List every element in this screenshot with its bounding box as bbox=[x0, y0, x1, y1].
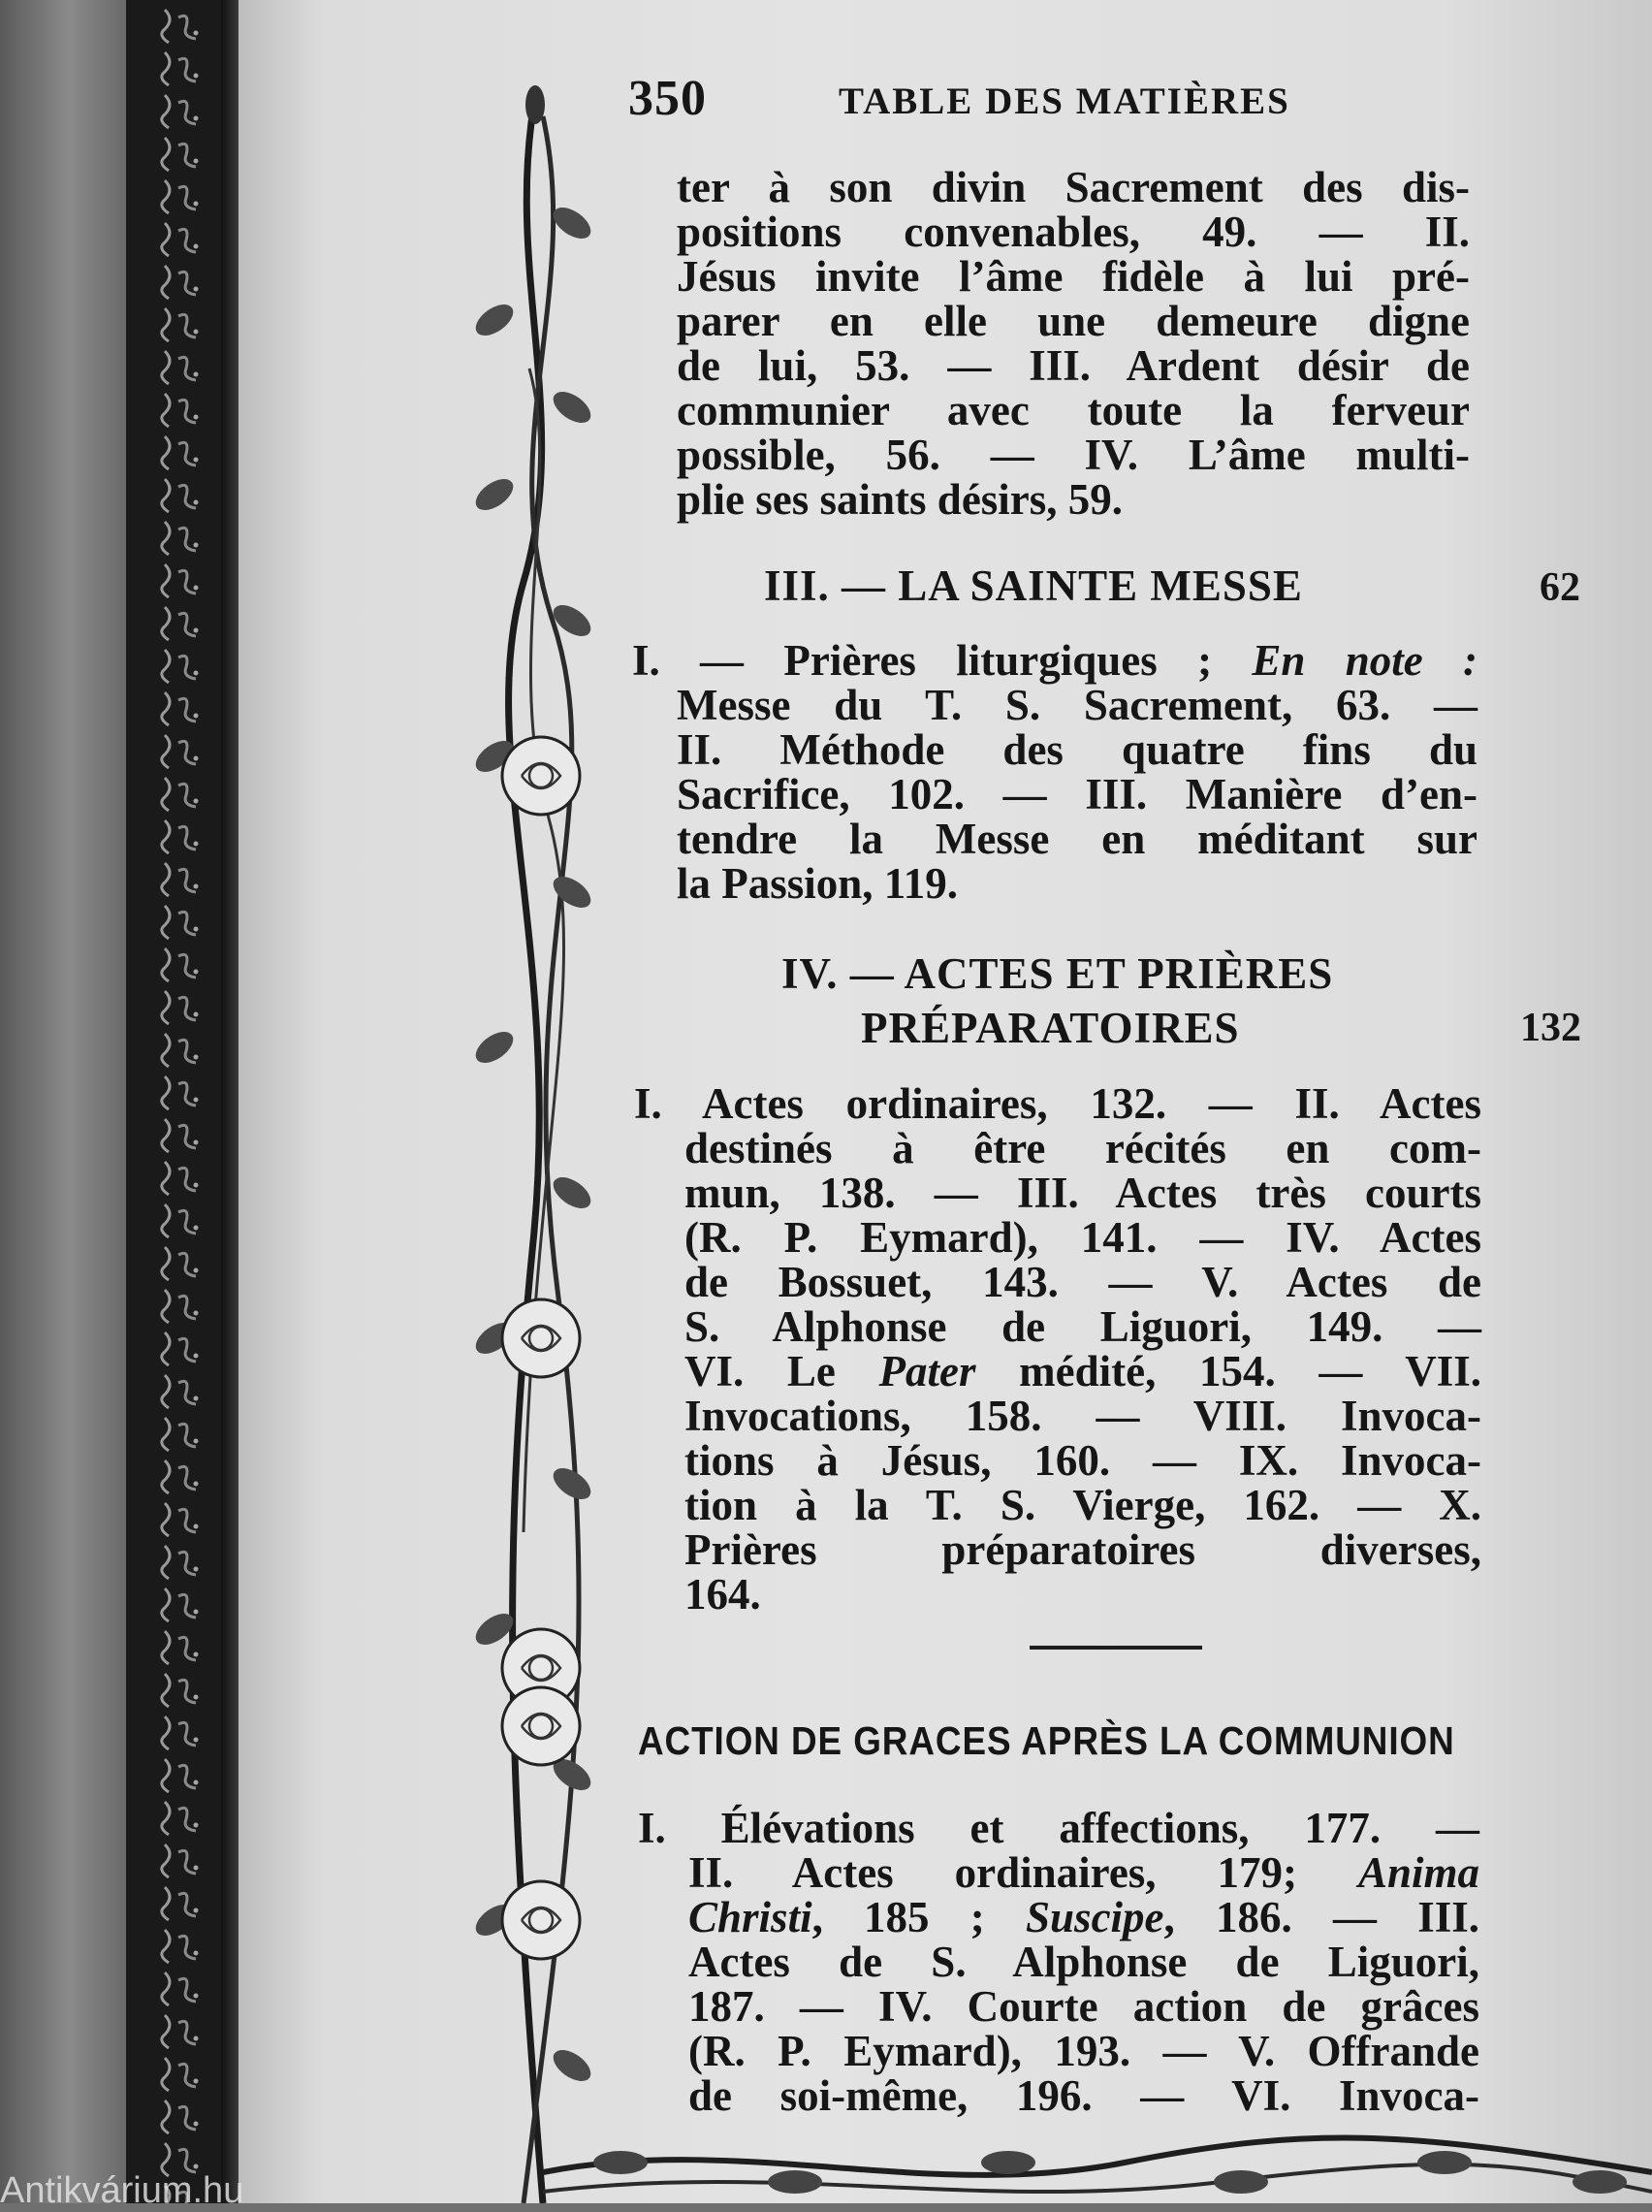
section-title: ACTION DE GRACES APRÈS LA COMMUNION bbox=[638, 1718, 1455, 1763]
section-page-number: 62 bbox=[1540, 565, 1580, 610]
toc-entry-paragraph bbox=[677, 165, 1470, 522]
cover-dot bbox=[194, 1482, 199, 1487]
cover-curl bbox=[178, 1893, 196, 1916]
rose bbox=[502, 1687, 580, 1765]
cover-curl bbox=[178, 1637, 196, 1660]
cover-curl bbox=[162, 479, 170, 512]
text-line bbox=[638, 1895, 1479, 1940]
cover-curl bbox=[162, 1162, 170, 1195]
cover-dot bbox=[194, 927, 199, 932]
italic-text-run: Christi bbox=[688, 1893, 812, 1941]
cover-curl bbox=[178, 997, 196, 1020]
leaf bbox=[548, 871, 596, 914]
text-line: Actes de S. Alphonse de Liguori, bbox=[688, 1938, 1479, 1986]
cover-curl bbox=[178, 1936, 196, 1959]
cover-dot bbox=[194, 500, 199, 505]
cover-dot bbox=[194, 714, 199, 719]
cover-curl bbox=[178, 869, 196, 892]
text-line: II. Méthode des quatre fins du bbox=[677, 725, 1477, 774]
cover-curl bbox=[162, 692, 170, 725]
cover-curl bbox=[162, 1588, 170, 1621]
cover-curl bbox=[162, 394, 170, 427]
cover-curl bbox=[162, 1802, 170, 1835]
watermark-text: Antikvárium.hu bbox=[0, 2170, 244, 2211]
text-run: II. Actes ordinaires, 179; bbox=[688, 1848, 1358, 1897]
cover-dot bbox=[194, 1567, 199, 1572]
cover-dot bbox=[194, 2122, 199, 2127]
cover-curl bbox=[162, 10, 170, 43]
cover-dot bbox=[194, 244, 199, 249]
bottom-vine-ornament bbox=[543, 2124, 1652, 2203]
cover-curl bbox=[162, 1503, 170, 1536]
text-line: possible, 56. — IV. L’âme multi- bbox=[677, 431, 1470, 479]
cover-curl bbox=[178, 741, 196, 764]
text-line: I. Actes ordinaires, 132. — II. Actes bbox=[634, 1079, 1481, 1128]
cover-curl bbox=[178, 1466, 196, 1490]
leaf bbox=[548, 1171, 596, 1215]
cover-curl bbox=[178, 698, 196, 721]
section-heading-line-1: IV. — ACTES ET PRIÈRES bbox=[781, 949, 1334, 998]
cover-curl bbox=[178, 954, 196, 978]
cover-dot bbox=[194, 543, 199, 548]
cover-curl bbox=[178, 2021, 196, 2044]
cover-curl bbox=[162, 1034, 170, 1067]
cover-dot bbox=[194, 970, 199, 975]
cover-curl bbox=[162, 1844, 170, 1877]
cover-dot bbox=[194, 1823, 199, 1828]
cover-curl bbox=[178, 485, 196, 508]
cover-dot bbox=[194, 884, 199, 889]
cover-curl bbox=[178, 528, 196, 551]
cover-curl bbox=[162, 1332, 170, 1365]
cover-dot bbox=[194, 799, 199, 804]
leaf bbox=[1417, 2151, 1472, 2174]
text-run: , 185 ; bbox=[811, 1893, 1026, 1941]
cover-curl bbox=[178, 656, 196, 679]
cover-dot bbox=[194, 1396, 199, 1401]
text-line: mun, 138. — III. Actes très courts bbox=[684, 1169, 1481, 1217]
text-line: S. Alphonse de Liguori, 149. — bbox=[684, 1302, 1481, 1351]
cover-curl bbox=[178, 1210, 196, 1234]
cover-curl bbox=[178, 1765, 196, 1788]
italic-text-run: Suscipe bbox=[1026, 1893, 1164, 1941]
cover-curl bbox=[162, 52, 170, 85]
cover-curl bbox=[178, 1040, 196, 1063]
cover-dot bbox=[194, 1268, 199, 1273]
rose bbox=[502, 737, 580, 815]
cover-curl bbox=[178, 784, 196, 807]
text-line: tendre la Messe en méditant sur bbox=[677, 815, 1477, 863]
leaf bbox=[1214, 2170, 1268, 2194]
cover-curl bbox=[162, 564, 170, 597]
text-line: ter à son divin Sacrement des dis- bbox=[677, 163, 1470, 211]
cover-curl bbox=[178, 1978, 196, 2002]
cover-curl bbox=[178, 144, 196, 167]
leaf bbox=[548, 386, 596, 430]
cover-curl bbox=[162, 95, 170, 128]
background-left bbox=[0, 0, 126, 2203]
text-line: la Passion, 119. bbox=[677, 859, 959, 908]
cover-dot bbox=[194, 31, 199, 36]
cover-dot bbox=[194, 842, 199, 847]
leaf bbox=[470, 473, 519, 517]
cover-dot bbox=[194, 1695, 199, 1700]
text-line: Prières préparatoires diverses, bbox=[684, 1525, 1481, 1574]
cover-curl bbox=[178, 1850, 196, 1874]
vine-stem bbox=[543, 2138, 1652, 2175]
leaf bbox=[470, 299, 519, 342]
cover-curl bbox=[162, 2100, 170, 2133]
cover-dot bbox=[194, 458, 199, 463]
cover-curl bbox=[162, 1460, 170, 1493]
cover-dot bbox=[194, 756, 199, 761]
cover-dot bbox=[194, 1610, 199, 1615]
text-line: (R. P. Eymard), 141. — IV. Actes bbox=[684, 1213, 1481, 1262]
cover-dot bbox=[194, 2079, 199, 2084]
cover-dot bbox=[194, 415, 199, 420]
cover-curl bbox=[162, 1930, 170, 1963]
rose bbox=[502, 1881, 580, 1959]
cover-curl bbox=[178, 1338, 196, 1362]
cover-dot bbox=[194, 159, 199, 164]
cover-curl bbox=[178, 229, 196, 252]
italic-text-run: En note : bbox=[1252, 636, 1477, 685]
cover-curl bbox=[162, 650, 170, 683]
section-heading: III. — LA SAINTE MESSE bbox=[764, 561, 1303, 610]
cover-curl bbox=[162, 1119, 170, 1152]
cover-curl bbox=[162, 991, 170, 1024]
cover-curl bbox=[178, 442, 196, 465]
text-line: I. Élévations et affections, 177. — bbox=[638, 1804, 1479, 1852]
leaf bbox=[548, 1462, 596, 1506]
cover-curl bbox=[162, 308, 170, 341]
text-line: parer en elle une demeure digne bbox=[677, 297, 1470, 345]
text-line: tion à la T. S. Vierge, 162. — X. bbox=[684, 1481, 1481, 1529]
text-run: I. — Prières liturgiques ; bbox=[632, 636, 1253, 685]
text-line bbox=[638, 1850, 1479, 1895]
cover-dot bbox=[194, 74, 199, 79]
text-line: Invocations, 158. — VIII. Invoca- bbox=[684, 1392, 1481, 1440]
cover-curl bbox=[162, 2058, 170, 2091]
cover-curl bbox=[162, 1546, 170, 1579]
cover-curl bbox=[162, 948, 170, 981]
cover-curl bbox=[178, 101, 196, 124]
cover-curl bbox=[162, 138, 170, 171]
cover-dot bbox=[194, 116, 199, 121]
cover-curl bbox=[162, 1290, 170, 1323]
cover-curl bbox=[178, 1594, 196, 1618]
cover-curl bbox=[162, 1887, 170, 1920]
cover-dot bbox=[194, 1908, 199, 1913]
cover-dot bbox=[194, 1738, 199, 1743]
cover-curl bbox=[178, 1552, 196, 1575]
cover-curl bbox=[178, 570, 196, 593]
toc-entry-paragraph bbox=[632, 638, 1477, 906]
text-line: de lui, 53. — III. Ardent désir de bbox=[677, 341, 1470, 390]
section-page-number: 132 bbox=[1520, 1006, 1581, 1050]
cover-dot bbox=[194, 2164, 199, 2169]
leaf bbox=[768, 2170, 822, 2194]
leaf bbox=[470, 1026, 519, 1070]
toc-entry-paragraph bbox=[634, 1081, 1481, 1617]
cover-curl bbox=[162, 223, 170, 256]
toc-entry-paragraph bbox=[638, 1806, 1479, 2118]
cover-curl bbox=[162, 351, 170, 384]
text-run: , 186. — III. bbox=[1163, 1893, 1479, 1941]
cover-curl bbox=[178, 357, 196, 380]
cover-curl bbox=[178, 58, 196, 81]
text-line: de soi-même, 196. — VI. Invoca- bbox=[688, 2071, 1479, 2120]
cover-curl bbox=[162, 1375, 170, 1408]
cover-curl bbox=[162, 1631, 170, 1664]
cover-curl bbox=[178, 1808, 196, 1831]
text-line: destinés à être récités en com- bbox=[684, 1124, 1481, 1172]
cover-dot bbox=[194, 1439, 199, 1444]
cover-curl bbox=[162, 436, 170, 469]
cover-dot bbox=[194, 1866, 199, 1871]
cover-ornament-pattern bbox=[143, 0, 221, 2203]
text-line: (R. P. Eymard), 193. — V. Offrande bbox=[688, 2027, 1479, 2075]
cover-curl bbox=[178, 400, 196, 423]
cover-dot bbox=[194, 628, 199, 633]
cover-curl bbox=[178, 1253, 196, 1276]
text-line bbox=[634, 1349, 1481, 1394]
book-cover-edge bbox=[221, 0, 238, 2203]
text-line: de Bossuet, 143. — V. Actes de bbox=[684, 1258, 1481, 1306]
cover-dot bbox=[194, 1311, 199, 1316]
cover-dot bbox=[194, 372, 199, 377]
cover-curl bbox=[162, 1204, 170, 1237]
cover-dot bbox=[194, 1652, 199, 1657]
cover-curl bbox=[162, 1247, 170, 1280]
rose-vine-border-ornament bbox=[465, 78, 611, 2203]
text-run: VI. Le bbox=[684, 1347, 879, 1395]
cover-curl bbox=[178, 1082, 196, 1106]
text-line: Jésus invite l’âme fidèle à lui pré- bbox=[677, 252, 1470, 301]
leaf bbox=[1573, 2170, 1627, 2194]
italic-text-run: Pater bbox=[878, 1347, 976, 1395]
cover-dot bbox=[194, 1951, 199, 1956]
rose bbox=[502, 1299, 580, 1377]
cover-curl bbox=[178, 1125, 196, 1148]
page-number: 350 bbox=[628, 71, 707, 126]
text-line: positions convenables, 49. — II. bbox=[677, 208, 1470, 256]
text-line: communier avec toute la ferveur bbox=[677, 386, 1470, 434]
cover-curl bbox=[178, 826, 196, 850]
cover-curl bbox=[178, 1509, 196, 1532]
cover-curl bbox=[162, 1076, 170, 1109]
cover-dot bbox=[194, 1183, 199, 1188]
cover-curl bbox=[162, 820, 170, 853]
text-line bbox=[632, 638, 1477, 683]
cover-curl bbox=[162, 735, 170, 768]
cover-dot bbox=[194, 1012, 199, 1017]
running-title: TABLE DES MATIÈRES bbox=[839, 80, 1290, 122]
cover-curl bbox=[178, 1296, 196, 1319]
cover-dot bbox=[194, 287, 199, 292]
bud bbox=[525, 85, 545, 124]
cover-dot bbox=[194, 1140, 199, 1145]
cover-curl bbox=[178, 613, 196, 636]
cover-curl bbox=[162, 180, 170, 213]
cover-curl bbox=[162, 522, 170, 555]
cover-dot bbox=[194, 2036, 199, 2041]
cover-curl bbox=[162, 2015, 170, 2048]
cover-curl bbox=[178, 314, 196, 337]
cover-curl bbox=[178, 1424, 196, 1447]
cover-dot bbox=[194, 1354, 199, 1359]
cover-curl bbox=[178, 272, 196, 295]
cover-curl bbox=[178, 912, 196, 935]
cover-dot bbox=[194, 1055, 199, 1060]
cover-dot bbox=[194, 671, 199, 676]
cover-curl bbox=[178, 1381, 196, 1404]
cover-curl bbox=[178, 1168, 196, 1191]
cover-dot bbox=[194, 202, 199, 207]
cover-curl bbox=[178, 1680, 196, 1703]
leaf bbox=[593, 2151, 648, 2174]
cover-curl bbox=[162, 778, 170, 811]
cover-curl bbox=[178, 16, 196, 39]
cover-curl bbox=[162, 1972, 170, 2005]
text-line: tions à Jésus, 160. — IX. Invoca- bbox=[684, 1436, 1481, 1485]
section-divider-rule bbox=[1030, 1646, 1202, 1650]
cover-curl bbox=[162, 1716, 170, 1749]
cover-curl bbox=[178, 1722, 196, 1746]
text-line: Sacrifice, 102. — III. Manière d’en- bbox=[677, 770, 1477, 818]
text-line: Messe du T. S. Sacrement, 63. — bbox=[677, 681, 1477, 729]
leaf bbox=[981, 2151, 1035, 2174]
cover-curl bbox=[178, 186, 196, 209]
section-heading-line-2: PRÉPARATOIRES bbox=[861, 1004, 1240, 1052]
cover-curl bbox=[162, 1418, 170, 1451]
text-line: plie ses saints désirs, 59. bbox=[677, 475, 1124, 524]
cover-curl bbox=[178, 2064, 196, 2087]
cover-curl bbox=[162, 1759, 170, 1792]
leaf bbox=[548, 2044, 596, 2088]
text-line: 187. — IV. Courte action de grâces bbox=[688, 1982, 1479, 2031]
cover-dot bbox=[194, 1226, 199, 1231]
cover-dot bbox=[194, 1994, 199, 1999]
cover-dot bbox=[194, 1524, 199, 1529]
text-run: médité, 154. — VII. bbox=[975, 1347, 1482, 1395]
cover-dot bbox=[194, 586, 199, 591]
cover-curl bbox=[162, 266, 170, 299]
cover-dot bbox=[194, 330, 199, 335]
cover-curl bbox=[178, 2106, 196, 2130]
text-line: 164. bbox=[684, 1570, 761, 1619]
cover-dot bbox=[194, 1098, 199, 1103]
cover-curl bbox=[162, 1674, 170, 1707]
cover-curl bbox=[178, 2149, 196, 2172]
cover-dot bbox=[194, 1780, 199, 1785]
cover-curl bbox=[162, 906, 170, 939]
cover-curl bbox=[162, 607, 170, 640]
cover-curl bbox=[162, 863, 170, 896]
italic-text-run: Anima bbox=[1357, 1848, 1479, 1897]
